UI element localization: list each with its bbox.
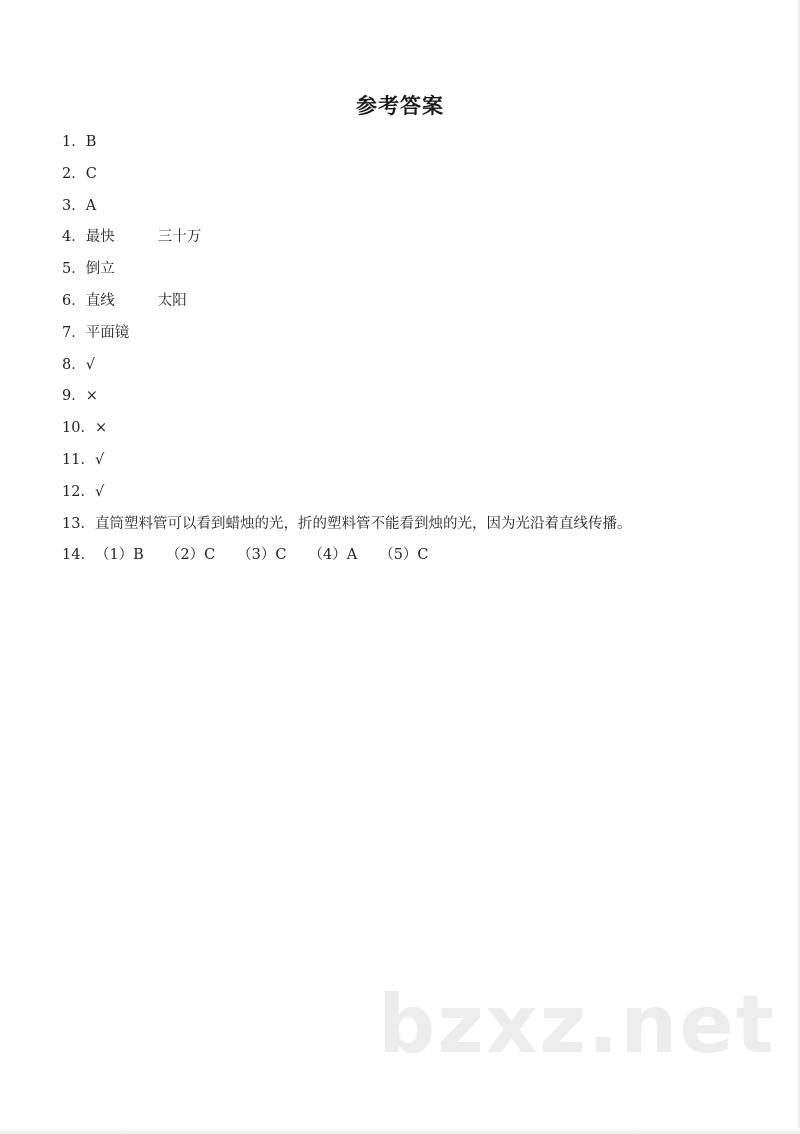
answer-9 bbox=[62, 385, 762, 417]
answer-number: 5． bbox=[62, 261, 86, 278]
answer-number: 1． bbox=[62, 134, 86, 150]
answer-5 bbox=[62, 258, 762, 290]
answer-number: 4． bbox=[62, 229, 86, 246]
answer-6 bbox=[62, 290, 762, 322]
answer-number: 13． bbox=[62, 515, 95, 532]
answer-text: 直筒塑料管可以看到蜡烛的光，折的塑料管不能看到烛的光，因为光沿着直线传播。 bbox=[94, 515, 632, 532]
answer-list bbox=[62, 131, 762, 576]
answer-4 bbox=[62, 226, 762, 258]
page-title: 参考答案 bbox=[356, 94, 444, 118]
answer-text: 倒立 bbox=[85, 261, 115, 278]
answer-text: √ bbox=[85, 356, 95, 373]
answer-10 bbox=[62, 417, 762, 449]
answer-14 bbox=[62, 544, 762, 576]
sub-answer-3: （3）C bbox=[237, 547, 287, 564]
answer-text: C bbox=[85, 165, 97, 182]
answer-text: √ bbox=[94, 483, 105, 500]
watermark-logo: bzxz.net bbox=[378, 978, 776, 1071]
answer-text: × bbox=[85, 388, 98, 405]
sub-answer-5: （5）C bbox=[379, 547, 429, 564]
answer-text: √ bbox=[94, 451, 105, 468]
answer-text-second-blank: 太阳 bbox=[157, 292, 187, 309]
answer-11 bbox=[62, 449, 762, 481]
sub-answer-4: （4）A bbox=[308, 547, 358, 564]
answer-13 bbox=[62, 513, 762, 545]
answer-7 bbox=[62, 322, 762, 354]
answer-text-second-blank: 三十万 bbox=[157, 229, 202, 246]
answer-text: 平面镜 bbox=[85, 324, 130, 341]
answer-8 bbox=[62, 354, 762, 386]
answer-number: 7． bbox=[62, 324, 86, 341]
answer-text: 直线 bbox=[85, 292, 115, 309]
answer-number: 6． bbox=[62, 292, 86, 309]
answer-1 bbox=[62, 131, 762, 163]
page-edge-shadow bbox=[796, 0, 800, 1134]
sub-answer-1: （1）B bbox=[94, 547, 144, 564]
answer-12 bbox=[62, 481, 762, 513]
answer-number: 9． bbox=[62, 388, 86, 405]
answer-text: B bbox=[85, 134, 97, 150]
answer-number: 10． bbox=[62, 420, 95, 437]
page-edge-shadow bbox=[0, 1128, 800, 1134]
answer-text: A bbox=[85, 197, 97, 214]
answer-number: 2． bbox=[62, 165, 86, 182]
answer-number: 12． bbox=[62, 483, 95, 500]
answer-text: 最快 bbox=[85, 229, 115, 246]
answer-text: × bbox=[94, 420, 108, 437]
sub-answer-2: （2）C bbox=[165, 547, 216, 564]
answer-3 bbox=[62, 195, 762, 227]
answer-2 bbox=[62, 163, 762, 195]
answer-number: 14． bbox=[62, 547, 95, 564]
answer-number: 3． bbox=[62, 197, 86, 214]
answer-number: 8． bbox=[62, 356, 86, 373]
answer-number: 11． bbox=[62, 451, 95, 468]
